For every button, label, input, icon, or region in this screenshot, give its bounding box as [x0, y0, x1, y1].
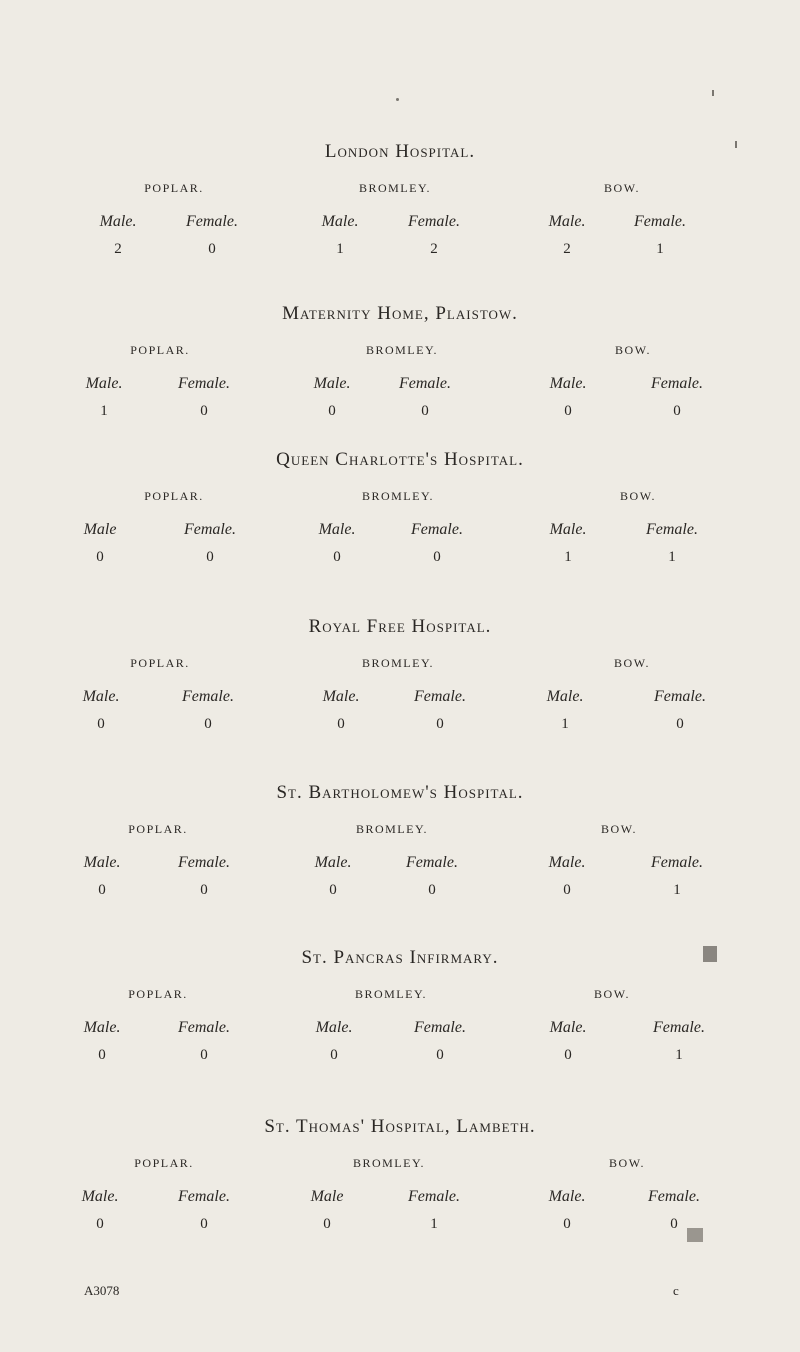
count-value: 0 — [428, 882, 436, 898]
count-value: 2 — [430, 241, 438, 257]
count-value: 0 — [564, 1047, 572, 1063]
sex-label: Female. — [651, 375, 703, 392]
district-heading: BROMLEY. — [354, 987, 428, 1001]
sex-label: Female. — [182, 688, 234, 705]
count-value: 0 — [563, 882, 571, 898]
scan-speck — [735, 141, 737, 148]
page-signature: A3078 — [84, 1283, 120, 1298]
district-heading: BROMLEY. — [365, 343, 439, 357]
district-heading: BROMLEY. — [361, 656, 435, 670]
count-value: 0 — [96, 1216, 104, 1232]
section-title: Queen Charlotte's Hospital. — [276, 449, 524, 470]
count-value: 0 — [436, 1047, 444, 1063]
scan-speck — [396, 98, 399, 101]
district-heading: BOW. — [609, 1156, 645, 1170]
sex-label: Female. — [184, 521, 236, 538]
district-heading: BROMLEY. — [361, 489, 435, 503]
sex-label: Male. — [548, 1188, 586, 1205]
sex-label: Male. — [314, 854, 352, 871]
count-value: 2 — [114, 241, 122, 257]
count-value: 0 — [330, 1047, 338, 1063]
count-value: 0 — [421, 403, 429, 419]
district-heading: POPLAR. — [130, 656, 190, 670]
sex-label: Male. — [322, 688, 360, 705]
sex-label: Male. — [83, 854, 121, 871]
count-value: 0 — [208, 241, 216, 257]
count-value: 1 — [656, 241, 664, 257]
sex-label: Male. — [549, 375, 587, 392]
sex-label: Male. — [318, 521, 356, 538]
count-value: 1 — [668, 549, 676, 565]
sex-label: Male. — [82, 688, 120, 705]
count-value: 0 — [436, 716, 444, 732]
hospital-section — [0, 449, 800, 599]
sex-label: Male — [310, 1188, 344, 1205]
hospital-section — [0, 1116, 800, 1266]
sex-label: Female. — [651, 854, 703, 871]
sex-label: Male. — [81, 1188, 119, 1205]
sex-label: Male. — [85, 375, 123, 392]
sex-label: Female. — [654, 688, 706, 705]
hospital-section — [0, 947, 800, 1097]
hospital-section — [0, 303, 800, 453]
sex-label: Male. — [99, 213, 137, 230]
sex-label: Male. — [549, 521, 587, 538]
page-signature-letter: c — [673, 1283, 679, 1298]
district-heading: POPLAR. — [128, 822, 188, 836]
count-value: 1 — [430, 1216, 438, 1232]
district-heading: POPLAR. — [144, 181, 204, 195]
sex-label: Female. — [406, 854, 458, 871]
sex-label: Male. — [548, 854, 586, 871]
district-heading: POPLAR. — [130, 343, 190, 357]
district-heading: POPLAR. — [134, 1156, 194, 1170]
count-value: 0 — [670, 1216, 678, 1232]
count-value: 0 — [97, 716, 105, 732]
sex-label: Male. — [315, 1019, 353, 1036]
count-value: 0 — [204, 716, 212, 732]
sex-label: Female. — [178, 854, 230, 871]
count-value: 0 — [673, 403, 681, 419]
count-value: 0 — [98, 1047, 106, 1063]
count-value: 0 — [200, 1216, 208, 1232]
sex-label: Female. — [399, 375, 451, 392]
count-value: 0 — [98, 882, 106, 898]
count-value: 0 — [337, 716, 345, 732]
section-title: St. Pancras Infirmary. — [301, 947, 499, 968]
count-value: 0 — [200, 1047, 208, 1063]
scan-speck — [687, 1228, 703, 1242]
district-heading: BOW. — [594, 987, 630, 1001]
count-value: 1 — [336, 241, 344, 257]
sex-label: Female. — [653, 1019, 705, 1036]
sex-label: Female. — [646, 521, 698, 538]
section-title: St. Thomas' Hospital, Lambeth. — [264, 1116, 536, 1137]
count-value: 1 — [564, 549, 572, 565]
sex-label: Female. — [408, 1188, 460, 1205]
district-heading: BOW. — [614, 656, 650, 670]
sex-label: Male. — [546, 688, 584, 705]
sex-label: Female. — [634, 213, 686, 230]
sex-label: Female. — [178, 375, 230, 392]
district-heading: BROMLEY. — [355, 822, 429, 836]
sex-label: Female. — [186, 213, 238, 230]
count-value: 0 — [200, 882, 208, 898]
sex-label: Male. — [548, 213, 586, 230]
count-value: 1 — [561, 716, 569, 732]
district-heading: BOW. — [615, 343, 651, 357]
count-value: 1 — [100, 403, 108, 419]
hospital-section — [0, 141, 800, 291]
count-value: 0 — [329, 882, 337, 898]
sex-label: Male — [83, 521, 117, 538]
count-value: 0 — [333, 549, 341, 565]
section-title: St. Bartholomew's Hospital. — [276, 782, 524, 803]
count-value: 0 — [433, 549, 441, 565]
sex-label: Male. — [83, 1019, 121, 1036]
sex-label: Female. — [414, 1019, 466, 1036]
district-heading: POPLAR. — [144, 489, 204, 503]
district-heading: POPLAR. — [128, 987, 188, 1001]
sex-label: Male. — [321, 213, 359, 230]
sex-label: Female. — [178, 1019, 230, 1036]
scan-speck — [712, 90, 714, 96]
sex-label: Female. — [411, 521, 463, 538]
sex-label: Male. — [549, 1019, 587, 1036]
count-value: 0 — [564, 403, 572, 419]
hospital-section — [0, 616, 800, 766]
district-heading: BOW. — [620, 489, 656, 503]
count-value: 0 — [206, 549, 214, 565]
count-value: 0 — [96, 549, 104, 565]
count-value: 2 — [563, 241, 571, 257]
hospital-section — [0, 782, 800, 932]
district-heading: BROMLEY. — [358, 181, 432, 195]
count-value: 0 — [323, 1216, 331, 1232]
count-value: 1 — [675, 1047, 683, 1063]
district-heading: BOW. — [604, 181, 640, 195]
district-heading: BOW. — [601, 822, 637, 836]
section-title: Maternity Home, Plaistow. — [282, 303, 518, 324]
count-value: 0 — [200, 403, 208, 419]
count-value: 0 — [563, 1216, 571, 1232]
count-value: 1 — [673, 882, 681, 898]
sex-label: Female. — [414, 688, 466, 705]
count-value: 0 — [676, 716, 684, 732]
sex-label: Male. — [313, 375, 351, 392]
scan-speck — [703, 946, 717, 962]
count-value: 0 — [328, 403, 336, 419]
sex-label: Female. — [648, 1188, 700, 1205]
sex-label: Female. — [408, 213, 460, 230]
district-heading: BROMLEY. — [352, 1156, 426, 1170]
sex-label: Female. — [178, 1188, 230, 1205]
section-title: London Hospital. — [324, 141, 476, 162]
section-title: Royal Free Hospital. — [308, 616, 492, 637]
